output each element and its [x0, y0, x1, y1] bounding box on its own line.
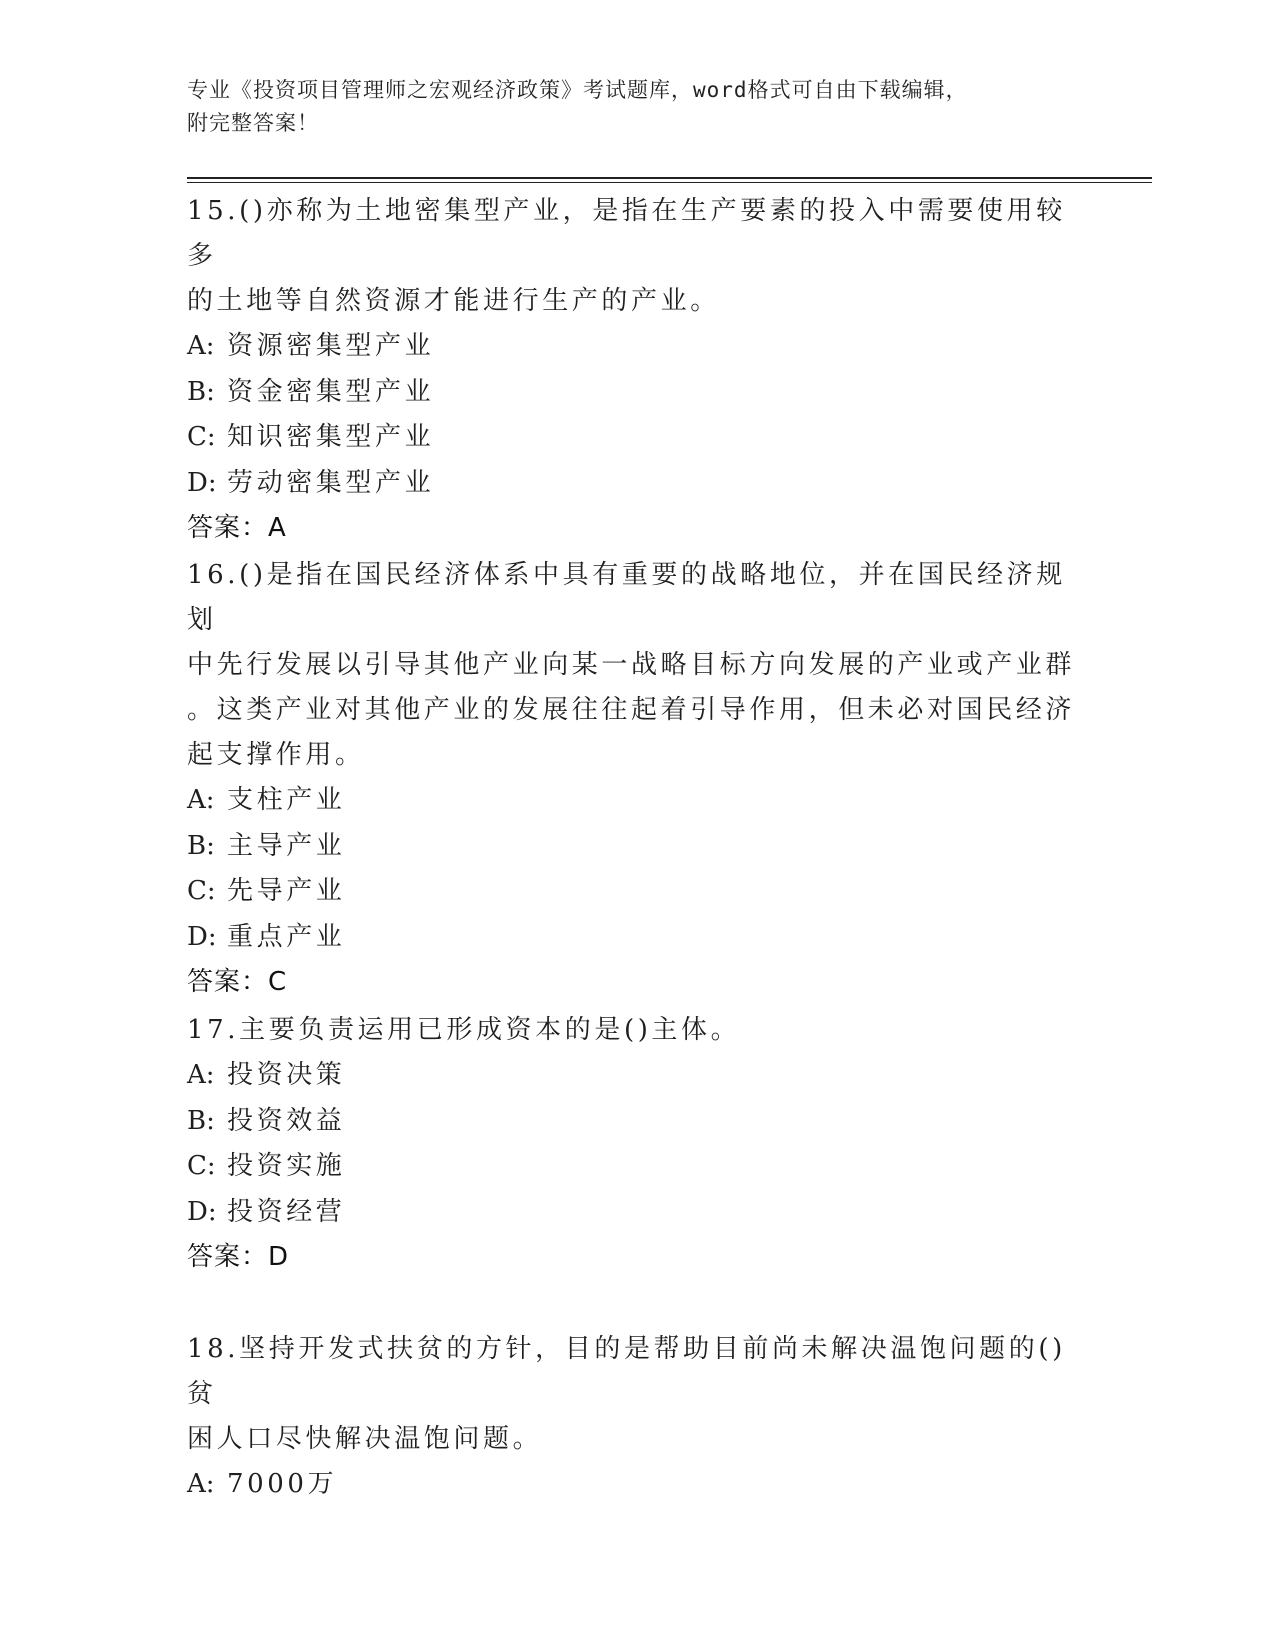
stem-line: 15.()亦称为土地密集型产业，是指在生产要素的投入中需要使用较多 — [187, 196, 1066, 271]
option-c — [187, 869, 1087, 915]
question-17 — [187, 1008, 1087, 1280]
answer-line: 答案：C — [187, 967, 288, 997]
header-divider — [187, 177, 1152, 183]
option-letter: D: — [187, 1196, 217, 1227]
question-15 — [187, 189, 1087, 551]
option-text: 重点产业 — [227, 921, 346, 952]
header-line-1: 专业《投资项目管理师之宏观经济政策》考试题库，word格式可自由下载编辑， — [187, 78, 968, 102]
stem-line: 起支撑作用。 — [187, 740, 365, 770]
question-stem — [187, 1008, 1087, 1053]
option-letter: C: — [187, 422, 216, 452]
question-stem — [187, 553, 1087, 778]
document-header — [187, 74, 1067, 140]
option-text: 资金密集型产业 — [227, 376, 435, 407]
option-a — [187, 778, 1087, 824]
option-list — [187, 1053, 1087, 1235]
answer-line: 答案：A — [187, 513, 287, 543]
question-16 — [187, 553, 1087, 1005]
stem-line: 。这类产业对其他产业的发展往往起着引导作用，但未必对国民经济 — [187, 695, 1076, 725]
option-d — [187, 461, 1087, 507]
option-letter: D: — [187, 921, 217, 952]
option-list — [187, 1462, 1087, 1508]
option-letter: B: — [187, 376, 215, 407]
option-letter: A: — [187, 331, 215, 361]
option-b — [187, 824, 1087, 870]
stem-line: 16.()是指在国民经济体系中具有重要的战略地位，并在国民经济规划 — [187, 560, 1066, 635]
option-letter: D: — [187, 467, 217, 498]
option-list — [187, 778, 1087, 960]
answer-line: 答案：D — [187, 1242, 290, 1272]
option-text: 投资决策 — [227, 1060, 346, 1090]
option-d — [187, 1190, 1087, 1236]
option-a — [187, 324, 1087, 370]
option-letter: C: — [187, 876, 216, 906]
option-b — [187, 1099, 1087, 1145]
option-c — [187, 1144, 1087, 1190]
question-18 — [187, 1327, 1087, 1508]
stem-line: 中先行发展以引导其他产业向某一战略目标方向发展的产业或产业群 — [187, 650, 1076, 680]
option-text: 知识密集型产业 — [227, 422, 435, 452]
question-stem — [187, 189, 1087, 324]
option-text: 7000万 — [227, 1469, 338, 1499]
option-text: 支柱产业 — [227, 785, 346, 815]
stem-line: 17.主要负责运用已形成资本的是()主体。 — [187, 1015, 741, 1045]
option-letter: A: — [187, 785, 215, 815]
option-text: 投资实施 — [227, 1151, 346, 1181]
option-letter: B: — [187, 1105, 215, 1136]
option-d — [187, 915, 1087, 961]
stem-line: 18.坚持开发式扶贫的方针，目的是帮助目前尚未解决温饱问题的()贫 — [187, 1334, 1066, 1409]
option-letter: B: — [187, 830, 215, 861]
option-c — [187, 415, 1087, 461]
option-text: 劳动密集型产业 — [227, 467, 435, 498]
option-a — [187, 1462, 1087, 1508]
option-letter: A: — [187, 1060, 215, 1090]
question-stem — [187, 1327, 1087, 1462]
option-b — [187, 370, 1087, 416]
stem-line: 的土地等自然资源才能进行生产的产业。 — [187, 286, 720, 316]
header-line-2: 附完整答案！ — [187, 111, 319, 135]
option-text: 先导产业 — [227, 876, 346, 906]
option-text: 投资效益 — [227, 1105, 346, 1136]
option-text: 资源密集型产业 — [227, 331, 435, 361]
option-letter: A: — [187, 1469, 215, 1499]
option-text: 投资经营 — [227, 1196, 346, 1227]
option-letter: C: — [187, 1151, 216, 1181]
option-a — [187, 1053, 1087, 1099]
option-list — [187, 324, 1087, 506]
option-text: 主导产业 — [227, 830, 346, 861]
stem-line: 困人口尽快解决温饱问题。 — [187, 1424, 543, 1454]
